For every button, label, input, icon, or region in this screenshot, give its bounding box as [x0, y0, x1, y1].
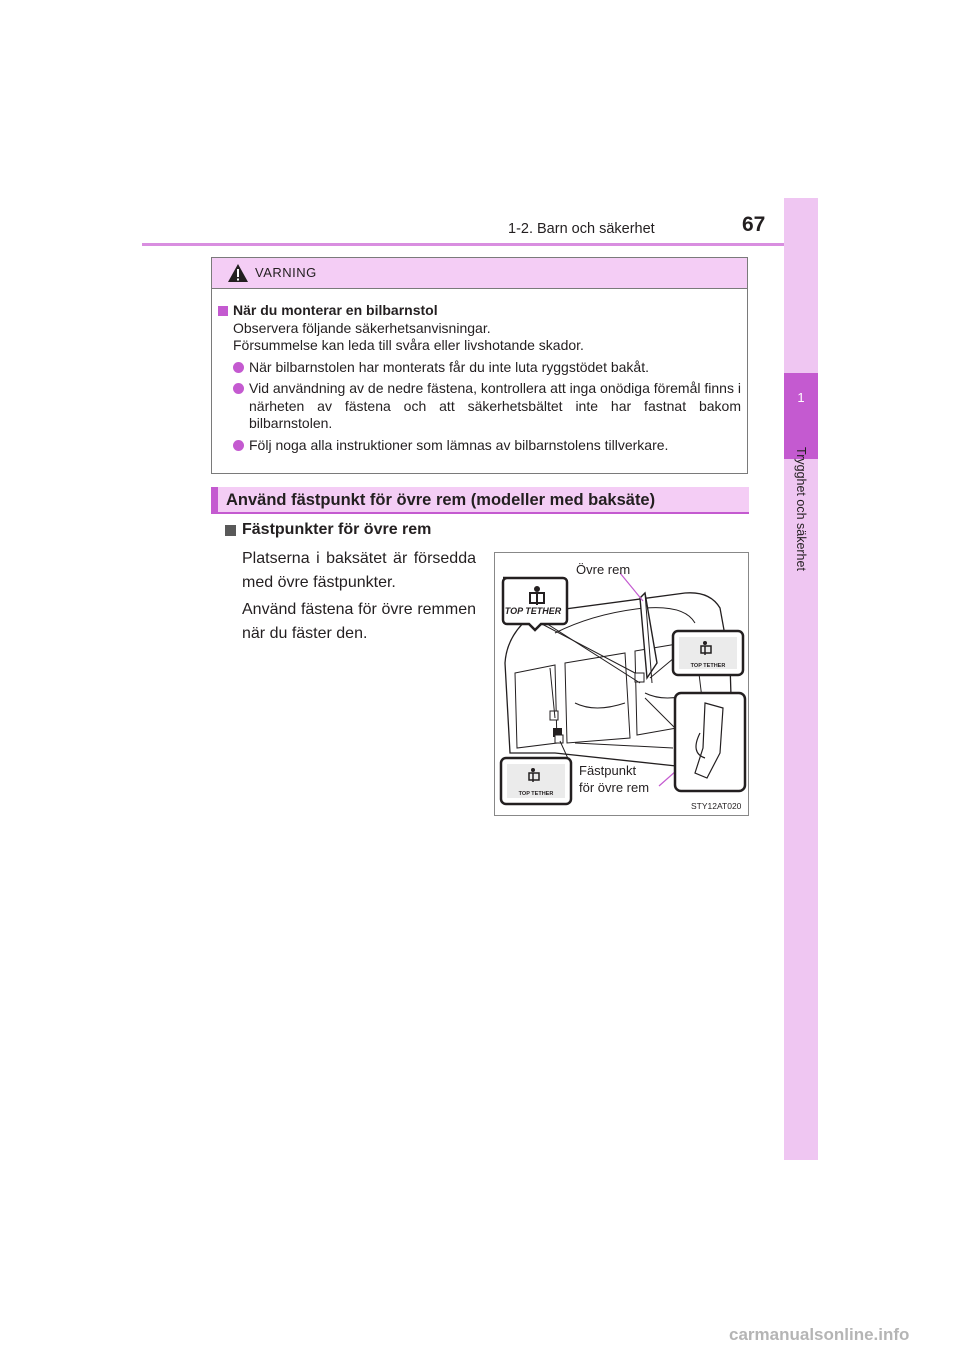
warning-bullet-text: Följ noga alla instruktioner som lämnas av bilbarnstolens tillverkare.	[249, 436, 669, 453]
paragraph: Använd fästena för övre remmen när du fäster den.	[242, 601, 476, 642]
round-bullet-icon	[233, 362, 244, 373]
badge-label: TOP TETHER	[690, 663, 726, 669]
section-banner-bar	[211, 487, 218, 512]
warning-header	[212, 258, 747, 289]
warning-body	[212, 289, 747, 454]
badge-label: TOP TETHER	[518, 791, 554, 797]
side-tab-number: 1	[797, 390, 805, 405]
warning-bullet	[218, 437, 741, 455]
warning-bullet	[218, 359, 741, 377]
warning-title: VARNING	[255, 265, 317, 280]
figure-label-anchor: Fästpunkt för övre rem	[579, 763, 650, 795]
warning-bullet	[218, 380, 741, 433]
section-title: 1-2. Barn och säkerhet	[508, 221, 655, 237]
paragraph: Platserna i baksätet är försedda med övre fästpunkter.	[242, 550, 476, 591]
page-number: 67	[742, 213, 766, 236]
figure-label-top-strap: Övre rem	[576, 562, 631, 577]
side-tab-label: Trygghet och säkerhet	[794, 447, 808, 571]
badge-label-large: TOP TETHER	[504, 606, 562, 616]
warning-intro-1: Observera följande säkerhetsanvisningar.	[233, 319, 491, 336]
warning-bullet-text: När bilbarnstolen har monterats får du inte luta ryggstödet bakåt.	[249, 358, 649, 375]
side-tab	[784, 198, 818, 1160]
section-banner	[211, 487, 749, 514]
section-banner-title: Använd fästpunkt för övre rem (modeller med baksäte)	[226, 491, 656, 509]
figure-code: STY12AT020	[691, 801, 742, 811]
warning-triangle-icon	[227, 263, 249, 288]
square-bullet-icon	[225, 525, 236, 536]
header-rule	[142, 243, 818, 246]
square-bullet-icon	[218, 306, 228, 316]
warning-bullet-text: Vid användning av de nedre fästena, kontrollera att inga onödiga föremål finns i närheten av fästena och att säkerhetsbältet inte har fastnat bakom bilbarnstolen.	[249, 380, 741, 431]
watermark: carmanualsonline.info	[729, 1325, 910, 1344]
warning-intro-2: Försummelse kan leda till svåra eller livshotande skador.	[233, 337, 584, 353]
tether-figure	[494, 552, 749, 816]
round-bullet-icon	[233, 383, 244, 394]
round-bullet-icon	[233, 440, 244, 451]
warning-box	[211, 257, 748, 474]
subsection-heading: Fästpunkter för övre rem	[225, 521, 431, 539]
warning-heading: När du monterar en bilbarnstol	[218, 302, 741, 320]
